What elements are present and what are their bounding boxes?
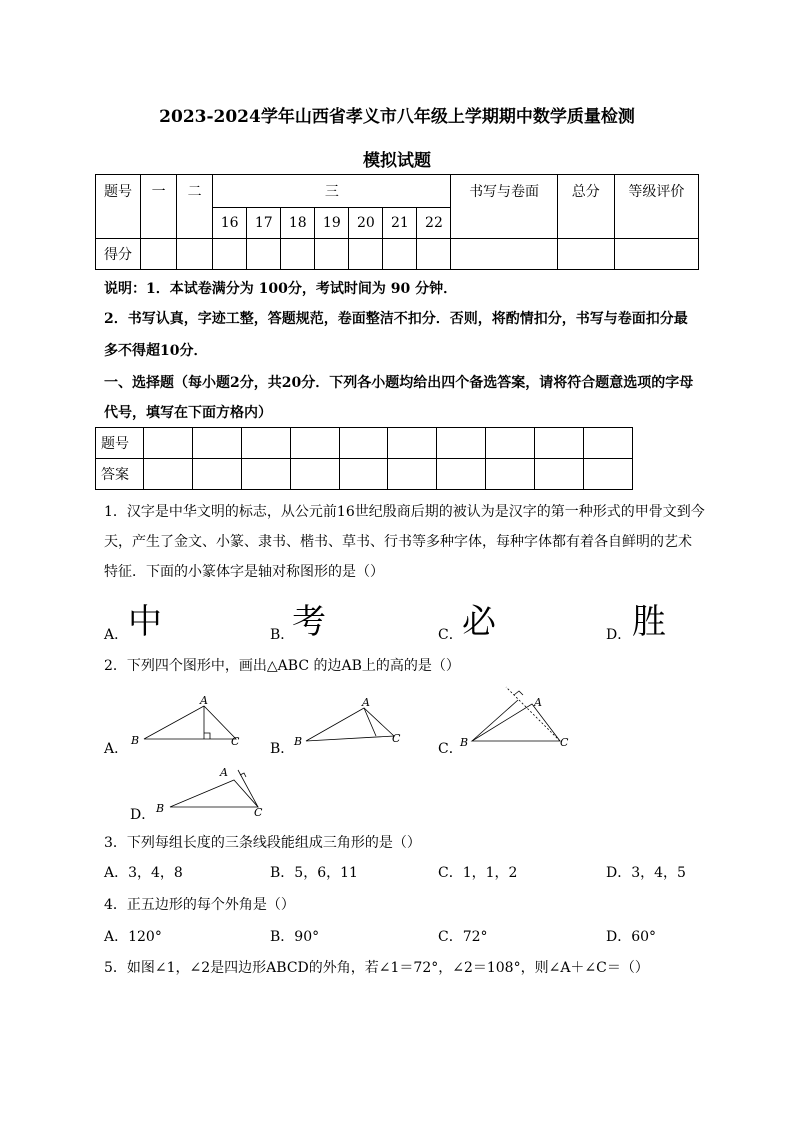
q2c-label-c: C: [560, 736, 569, 749]
sub-num: 18: [281, 208, 315, 239]
score-table: [95, 174, 699, 270]
q4-option-a[interactable]: A．120°: [104, 929, 162, 945]
q1-line-3: 特征．下面的小篆体字是轴对称图形的是（）: [104, 564, 384, 580]
q1-option-a[interactable]: A．: [104, 627, 129, 643]
seal-glyph-bi: 必: [462, 602, 496, 642]
title-line-2: 模拟试题: [363, 151, 431, 171]
answer-row-label-daan: 答案: [96, 459, 144, 490]
seal-glyph-sheng: 胜: [632, 602, 666, 642]
sub-num: 17: [247, 208, 281, 239]
header-total: 总分: [557, 175, 614, 239]
q3-option-b[interactable]: B．5，6，11: [270, 865, 358, 881]
q2d-label-a: A: [220, 766, 228, 779]
q4-option-c[interactable]: C．72°: [438, 929, 488, 945]
q2b-label-a: A: [362, 696, 370, 709]
row-score-label: 得分: [96, 239, 141, 270]
q2-option-b[interactable]: B．: [270, 741, 295, 757]
q4-stem: 4．正五边形的每个外角是（）: [104, 897, 295, 913]
header-section-3: 三: [213, 175, 451, 208]
title-line-1: 2023-2024学年山西省孝义市八年级上学期期中数学质量检测: [159, 107, 635, 127]
q1-line-1: 1．汉字是中华文明的标志，从公元前16世纪殷商后期的被认为是汉字的第一种形式的甲骨文到今: [104, 504, 705, 520]
q2-option-c[interactable]: C．: [438, 741, 463, 757]
q2b-label-c: C: [392, 732, 401, 745]
q2-figure-c: [456, 682, 576, 752]
q2-figure-d: [154, 762, 284, 822]
q3-option-d[interactable]: D．3，4，5: [606, 865, 686, 881]
q1-option-d[interactable]: D．: [606, 627, 632, 643]
q3-stem: 3．下列每组长度的三条线段能组成三角形的是（）: [104, 835, 421, 851]
q2-stem: 2．下列四个图形中，画出△ABC 的边AB上的高的是（）: [104, 658, 460, 674]
seal-glyph-zhong: 中: [128, 602, 162, 642]
sub-num: 22: [417, 208, 451, 239]
note-1: 说明：1．本试卷满分为 100分，考试时间为 90 分钟．: [104, 281, 458, 297]
q2-option-d[interactable]: D．: [130, 807, 156, 823]
q2a-label-c: C: [231, 735, 240, 748]
q1-line-2: 天，产生了金文、小篆、隶书、楷书、草书、行书等多种字体，每种字体都有着各自鲜明的艺术: [104, 534, 692, 550]
header-tihao: 题号: [96, 175, 141, 239]
note-2a: 2．书写认真，字迹工整，答题规范，卷面整洁不扣分．否则，将酌情扣分，书写与卷面扣分最: [104, 311, 688, 327]
section-1-heading-a: 一、选择题（每小题2分，共20分．下列各小题均给出四个备选答案，请将符合题意选项的字母: [104, 375, 694, 391]
q2-option-a[interactable]: A．: [104, 741, 129, 757]
q2a-label-a: A: [200, 694, 208, 707]
answer-row-label-tihao: 题号: [96, 428, 144, 459]
sub-num: 19: [315, 208, 349, 239]
q4-option-b[interactable]: B．90°: [270, 929, 320, 945]
q1-option-b[interactable]: B．: [270, 627, 295, 643]
q2c-label-b: B: [460, 736, 469, 749]
q1-option-c[interactable]: C．: [438, 627, 463, 643]
q2-figure-b: [292, 694, 412, 754]
header-writing: 书写与卷面: [451, 175, 557, 239]
q2d-label-b: B: [156, 802, 165, 815]
q2-figure-a: [128, 694, 248, 754]
q2b-label-b: B: [294, 735, 303, 748]
section-1-heading-b: 代号，填写在下面方格内）: [104, 405, 272, 421]
q2a-label-b: B: [131, 734, 140, 747]
q4-option-d[interactable]: D．60°: [606, 929, 657, 945]
seal-glyph-kao: 考: [292, 602, 326, 642]
q2d-label-c: C: [254, 806, 263, 819]
sub-num: 20: [349, 208, 383, 239]
q5-stem: 5．如图∠1，∠2是四边形ABCD的外角，若∠1＝72°，∠2＝108°，则∠A＋∠C＝（）: [104, 960, 649, 976]
header-grade: 等级评价: [614, 175, 698, 239]
sub-num: 21: [383, 208, 417, 239]
note-2b: 多不得超10分．: [104, 343, 208, 359]
answer-table: [95, 427, 633, 490]
sub-num: 16: [213, 208, 247, 239]
header-section-1: 一: [141, 175, 177, 239]
header-section-2: 二: [177, 175, 213, 239]
q3-option-a[interactable]: A．3，4，8: [104, 865, 183, 881]
q3-option-c[interactable]: C．1，1，2: [438, 865, 518, 881]
q2c-label-a: A: [534, 696, 542, 709]
